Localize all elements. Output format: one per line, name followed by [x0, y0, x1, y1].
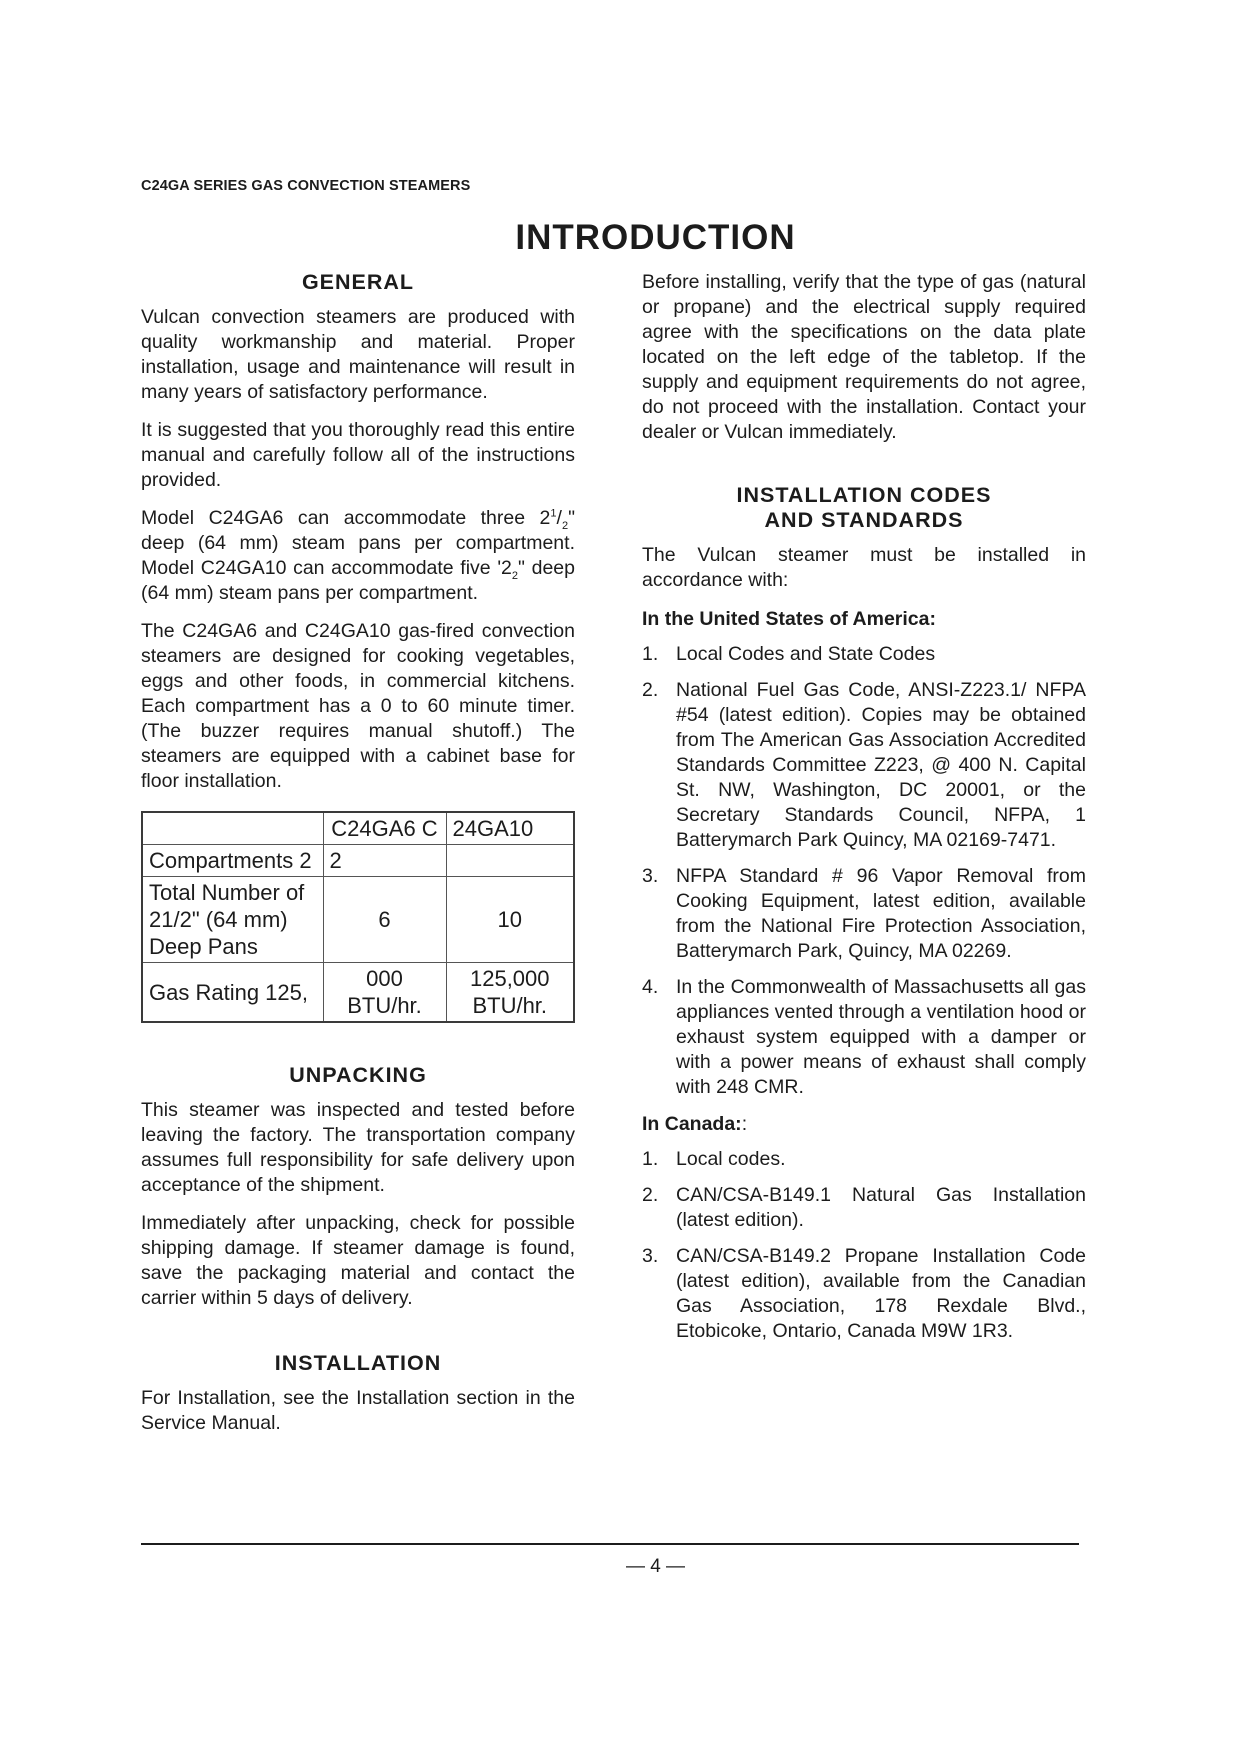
pre-install-paragraph: Before installing, verify that the type of gas (natural or propane) and the electrical supply required agree with the specifications on the data plate located on the left edge of the tabletop. If the supply and equipment requirements do not agree, do not proceed with the installation. Contact your dealer or Vulcan immediately. [642, 271, 1086, 443]
usa-subheading: In the United States of America: [642, 608, 936, 630]
list-item-number: 3. [642, 865, 659, 887]
general-heading: GENERAL [301, 270, 415, 294]
list-item-text: NFPA Standard # 96 Vapor Removal from Cooking Equipment, latest edition, available from the National Fire Protection Association, Batterymarch Park, Quincy, MA 02269. [676, 865, 1086, 962]
canada-code-list [642, 1147, 1086, 1344]
general-paragraph-3: Model C24GA6 can accommodate three $2^1/_2$" deep (64 mm) steam pans per compartment. Model C24GA10 can accommodate five '$2_2$" deep (64 mm) steam pans per compartment. [141, 507, 575, 604]
list-item [642, 975, 1086, 1100]
fraction-denominator: 2 [561, 519, 569, 532]
table-cell: 10 [446, 877, 574, 963]
list-item [642, 642, 1086, 667]
list-item [642, 1183, 1086, 1233]
list-item-number: 2. [642, 1184, 659, 1206]
list-item-number: 1. [642, 643, 659, 665]
table-header-cell: C24GA6 C [323, 812, 446, 845]
fraction-denominator-2: 2 [511, 569, 519, 582]
unpacking-paragraph-1: This steamer was inspected and tested before leaving the factory. The transportation company assumes full responsibility for safe delivery upon acceptance of the shipment. [141, 1099, 575, 1196]
table-header-cell [142, 812, 323, 845]
installation-heading: INSTALLATION [274, 1351, 442, 1375]
list-item-number: 2. [642, 679, 659, 701]
p3-part-b: " deep (64 mm) steam pans per compartment. Model C24GA10 can accommodate five '2 [141, 507, 575, 579]
codes-heading-line-1: INSTALLATION CODES [736, 483, 992, 507]
installation-paragraph: For Installation, see the Installation section in the Service Manual. [141, 1387, 575, 1434]
list-item-text: Local codes. [676, 1148, 786, 1170]
table-cell: 000 BTU/hr. [323, 963, 446, 1023]
right-column [642, 270, 1086, 1344]
table-cell: 125,000 BTU/hr. [446, 963, 574, 1023]
general-paragraph-1: Vulcan convection steamers are produced with quality workmanship and material. Proper installation, usage and maintenance will result in many years of satisfactory performance. [141, 306, 575, 403]
table-cell: 2 [323, 845, 446, 877]
table-cell-label: Total Number of 21/2" (64 mm) Deep Pans [142, 877, 323, 963]
list-item [642, 1147, 1086, 1172]
list-item-text: Local Codes and State Codes [676, 643, 936, 665]
table-cell-label: Compartments 2 [142, 845, 323, 877]
list-item-text: In the Commonwealth of Massachusetts all gas appliances vented through a ventilation hood or exhaust system equipped with a damper or with a power means of exhaust shall comply with 248 CMR. [676, 976, 1086, 1098]
page-number: — 4 — [625, 1556, 686, 1577]
table-cell: 6 [323, 877, 446, 963]
general-paragraph-4: The C24GA6 and C24GA10 gas-fired convection steamers are designed for cooking vegetables, eggs and other foods, in commercial kitchens. Each compartment has a 0 to 60 minute timer. (The buzzer requires manual shutoff.) The steamers are equipped with a cabinet base for floor installation. [141, 620, 575, 792]
table-header-cell: 24GA10 [446, 812, 574, 845]
codes-heading [642, 483, 1086, 533]
table-row [142, 877, 574, 963]
footer-rule [141, 1543, 1079, 1545]
list-item-number: 3. [642, 1245, 659, 1267]
canada-subheading-text: In Canada: [642, 1113, 742, 1135]
canada-subheading-suffix: : [741, 1113, 748, 1135]
list-item [642, 678, 1086, 853]
table-cell-label: Gas Rating 125, [142, 963, 323, 1023]
fraction-numerator: 1 [550, 507, 557, 520]
general-paragraph-2: It is suggested that you thoroughly read this entire manual and carefully follow all of the instructions provided. [141, 419, 575, 491]
canada-subheading [642, 1112, 1086, 1137]
table-cell [446, 845, 574, 877]
p3-part-c: " deep (64 mm) steam pans per compartment. [141, 557, 575, 604]
spec-table [141, 811, 575, 1023]
unpacking-heading: UNPACKING [289, 1063, 427, 1087]
page-title: INTRODUCTION [515, 218, 796, 257]
list-item [642, 1244, 1086, 1344]
table-row [142, 963, 574, 1023]
list-item-text: CAN/CSA-B149.1 Natural Gas Installation (latest edition). [676, 1184, 1086, 1231]
list-item-number: 4. [642, 976, 659, 998]
list-item-number: 1. [642, 1148, 659, 1170]
list-item-text: National Fuel Gas Code, ANSI-Z223.1/ NFPA #54 (latest edition). Copies may be obtained from The American Gas Association Accredited Standards Committee Z223, @ 400 N. Capital St. NW, Washington, DC 20001, or the Secretary Standards Council, NFPA, 1 Batterymarch Park Quincy, MA 02169-7471. [676, 679, 1086, 851]
usa-code-list [642, 642, 1086, 1100]
codes-intro-paragraph: The Vulcan steamer must be installed in accordance with: [642, 544, 1086, 591]
table-row [142, 845, 574, 877]
table-header-row [142, 812, 574, 845]
list-item [642, 864, 1086, 964]
unpacking-paragraph-2: Immediately after unpacking, check for possible shipping damage. If steamer damage is found, save the packaging material and contact the carrier within 5 days of delivery. [141, 1212, 575, 1309]
list-item-text: CAN/CSA-B149.2 Propane Installation Code (latest edition), available from the Canadian Gas Association, 178 Rexdale Blvd., Etobicoke, Ontario, Canada M9W 1R3. [676, 1245, 1086, 1342]
left-column [141, 270, 575, 1436]
p3-part-a: Model C24GA6 can accommodate three 2 [141, 507, 551, 529]
running-header: C24GA SERIES GAS CONVECTION STEAMERS [141, 178, 471, 194]
codes-heading-line-2: AND STANDARDS [764, 508, 964, 532]
